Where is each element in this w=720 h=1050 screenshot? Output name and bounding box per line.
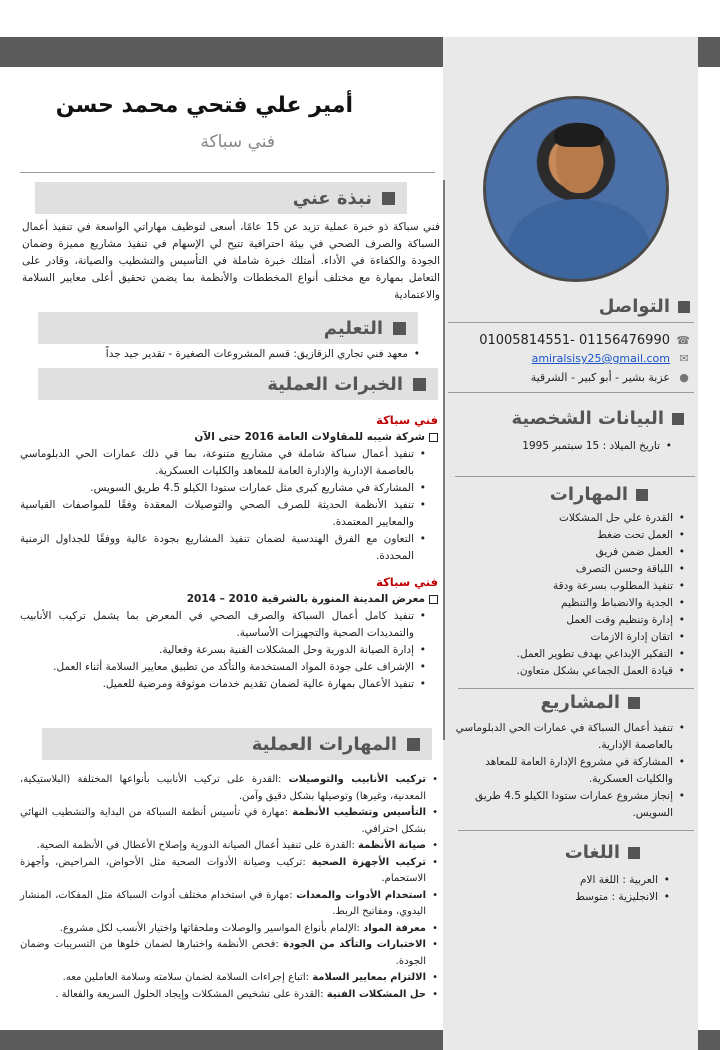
photo-body <box>508 199 650 282</box>
experience-section-header <box>38 368 438 400</box>
job-organization <box>20 429 438 446</box>
job-role: فني سباكة <box>376 575 438 589</box>
practical-skill-item <box>20 937 438 970</box>
practical-skills-title: المهارات العملية <box>251 733 397 755</box>
full-name: أمير علي فتحي محمد حسن <box>55 93 353 118</box>
education-title: التعليم <box>323 317 383 339</box>
skill-desc: :فحص الأنظمة واختبارها لضمان خلوها من التسريبات وضمان الجودة. <box>20 939 426 967</box>
practical-skill-item <box>20 772 438 805</box>
checkbox-icon <box>429 595 438 604</box>
skill-desc: :القدرة على تركيب الأنابيب بأنواعها المختلفة (البلاستيكية، المعدنية، وغيرها) وتوصيلها بشكل دقيق وآمن. <box>20 774 426 802</box>
personal-list <box>472 438 672 455</box>
job-role: فني سباكة <box>376 413 438 427</box>
practical-skill-item <box>20 987 438 1004</box>
skill-desc: :القدرة على تنفيذ أعمال الصيانة الدورية وإصلاح الأعطال في الأنظمة الصحية. <box>36 840 355 851</box>
profile-photo <box>483 96 669 282</box>
languages-list <box>470 872 670 906</box>
job-duty: • تنفيذ الأعمال بمهارة عالية لضمان تقديم خدمات موثوقة ومرضية للعميل. <box>20 676 426 693</box>
experience-job-2 <box>20 574 438 693</box>
job-duty: • المشاركة في مشاريع كبرى مثل عمارات ستودا الكيلو 4.5 طريق السويس. <box>20 480 426 497</box>
skill-item: • قيادة العمل الجماعي بشكل متعاون. <box>455 663 685 680</box>
top-bar-right <box>698 37 720 67</box>
languages-title: اللغات <box>564 842 620 863</box>
language-item: • الانجليزية : متوسط <box>470 889 670 906</box>
contact-email <box>532 352 690 365</box>
practical-skill-item <box>20 855 438 888</box>
skill-desc: :القدرة على تشخيص المشكلات وإيجاد الحلول السريعة والفعالة . <box>55 988 324 1000</box>
skill-desc: :الإلمام بأنواع المواسير والوصلات وملحقاتها واختيار الأنسب لكل مشروع. <box>59 922 360 934</box>
practical-skill-item <box>20 888 438 921</box>
project-item: • تنفيذ أعمال السباكة في عمارات الحي الدبلوماسي بالعاصمة الإدارية. <box>455 720 685 754</box>
skill-key: صيانة الأنظمة <box>358 840 426 851</box>
practical-skill-item <box>20 970 438 987</box>
experience-title: الخبرات العملية <box>267 373 403 395</box>
skill-key: معرفة المواد <box>363 922 426 934</box>
job-title: فني سباكة <box>200 132 275 152</box>
job-organization <box>20 591 438 608</box>
skill-desc: :مهارة في استخدام مختلف أدوات السباكة مثل المفكات، المنشار اليدوي، ومفاتيح الربط. <box>20 889 426 917</box>
phone-number[interactable]: 01005814551- 01156476990 <box>479 333 670 348</box>
skill-desc: :مهارة في تأسيس أنظمة السباكة من البداية والتشطيب النهائي بشكل احترافي. <box>20 807 426 835</box>
contact-title: التواصل <box>598 296 670 317</box>
skill-key: الالتزام بمعايير السلامة <box>312 972 426 983</box>
about-section-header <box>35 182 407 214</box>
skill-item: • اللباقة وحسن التصرف <box>455 561 685 578</box>
contact-phone <box>479 333 690 348</box>
education-section-header <box>38 312 418 344</box>
square-icon <box>393 322 406 335</box>
skill-key: تركيب الأنابيب والتوصيلات <box>288 774 426 785</box>
top-bar <box>0 37 443 67</box>
square-icon <box>672 413 684 425</box>
skill-desc: :تركيب وصيانة الأدوات الصحية مثل الأحواض، المراحيض، وأجهزة الاستحمام. <box>20 856 426 884</box>
header-divider <box>20 172 435 173</box>
contact-divider <box>448 322 694 323</box>
address-text: عزبة بشير - أبو كبير - الشرقية <box>530 371 670 384</box>
project-item: • إنجاز مشروع عمارات ستودا الكيلو 4.5 طريق السويس. <box>455 788 685 822</box>
practical-skill-item <box>20 838 438 855</box>
section-divider <box>458 830 694 831</box>
square-icon <box>407 738 420 751</box>
practical-skills-section-header <box>42 728 432 760</box>
section-divider <box>455 476 695 477</box>
section-divider <box>448 392 694 393</box>
contact-section-header <box>599 296 690 317</box>
square-icon <box>636 489 648 501</box>
job-duties <box>20 608 426 693</box>
square-icon <box>628 847 640 859</box>
personal-section-header <box>512 408 684 429</box>
personal-title: البيانات الشخصية <box>511 408 664 429</box>
job-duty: • تنفيذ الأنظمة الحديثة للصرف الصحي والتوصيلات المعقدة وفقًا للمواصفات القياسية والمعايير المعتمدة. <box>20 497 426 531</box>
bottom-bar-right <box>698 1030 720 1050</box>
photo-hair <box>554 123 604 147</box>
job-duty: • التعاون مع الفرق الهندسية لضمان تنفيذ المشاريع بجودة عالية ووفقًا للجداول الزمنية المحددة. <box>20 531 426 565</box>
job-organization-text: شركة شيبه للمقاولات العامة 2016 حتى الآن <box>194 431 425 443</box>
job-duty: • تنفيذ أعمال سباكة شاملة في مشاريع متنوعة، بما في ذلك عمارات الحي الدبلوماسي بالعاصمة الإدارية والإدارة العامة للمعاهد والكليات العسكرية. <box>20 446 426 480</box>
languages-section-header <box>565 842 640 863</box>
skills-title: المهارات <box>549 484 628 505</box>
project-item: • المشاركة في مشروع الإدارة العامة للمعاهد والكليات العسكرية. <box>455 754 685 788</box>
skill-key: الاختبارات والتأكد من الجودة <box>283 939 426 950</box>
square-icon <box>382 192 395 205</box>
projects-section-header <box>541 692 641 713</box>
language-item: • العربية : اللغة الام <box>470 872 670 889</box>
skill-item: • القدرة علي حل المشكلات <box>455 510 685 527</box>
skill-item: • التفكير الإبداعي بهدف تطوير العمل. <box>455 646 685 663</box>
skill-key: التأسيس وتشطيب الأنظمة <box>292 807 426 818</box>
skill-item: • تنفيذ المطلوب بسرعة ودقة <box>455 578 685 595</box>
email-link[interactable]: amiralsisy25@gmail.com <box>531 352 670 365</box>
job-organization-text: معرض المدينة المنورة بالشرقية 2010 – 2014 <box>186 593 425 605</box>
job-duty: • إدارة الصيانة الدورية وحل المشكلات الفنية بسرعة وفعالية. <box>20 642 426 659</box>
education-list <box>60 346 420 363</box>
mail-icon: ✉ <box>679 352 689 365</box>
about-title: نبذة عني <box>292 187 372 209</box>
skill-key: استخدام الأدوات والمعدات <box>296 889 427 901</box>
job-duties <box>20 446 426 565</box>
skill-item: • الجدية والانضباط والتنظيم <box>455 595 685 612</box>
square-icon <box>413 378 426 391</box>
square-icon <box>628 697 640 709</box>
skill-item: • إدارة وتنظيم وقت العمل <box>455 612 685 629</box>
personal-item: • تاريخ الميلاد : 15 سبتمبر 1995 <box>472 438 672 455</box>
phone-icon: ☎ <box>676 334 690 347</box>
projects-list <box>455 720 685 822</box>
practical-skills-list <box>20 772 438 1003</box>
skills-section-header <box>550 484 648 505</box>
column-divider <box>443 180 445 740</box>
contact-address <box>531 371 690 384</box>
skills-list <box>455 510 685 680</box>
skill-item: • اتقان إدارة الازمات <box>455 629 685 646</box>
skill-key: حل المشكلات الفنية <box>326 988 426 1000</box>
experience-job-1 <box>20 412 438 565</box>
square-icon <box>678 301 690 313</box>
practical-skill-item <box>20 805 438 838</box>
about-text: فني سباكة ذو خبرة عملية تزيد عن 15 عامًا، أسعى لتوظيف مهاراتي الواسعة في تنفيذ أعمال السباكة والصرف الصحي في بيئة احترافية تتيح لي الإسهام في تنفيذ مشاريع مميزة وضمان الجودة والكفاءة في الأداء. أمتلك خبرة شاملة في التأسيس والتشطيب والصيانة، وقادر على التعامل بمهارة مع مختلف أنواع المخططات والأنظمة بما يضمن تحقيق أعلى معايير السلامة والاعتمادية <box>22 221 440 301</box>
education-item: • معهد فني تجاري الزقازيق: قسم المشروعات الصغيرة - تقدير جيد جداً <box>60 346 420 363</box>
section-divider <box>458 688 694 689</box>
skill-key: تركيب الأجهزة الصحية <box>311 856 426 868</box>
skill-item: • العمل تحت ضغط <box>455 527 685 544</box>
bottom-bar <box>0 1030 443 1050</box>
projects-title: المشاريع <box>540 692 620 713</box>
checkbox-icon <box>429 433 438 442</box>
skill-item: • العمل ضمن فريق <box>455 544 685 561</box>
location-pin-icon: ● <box>679 371 689 384</box>
skill-desc: :اتباع إجراءات السلامة لضمان سلامته وسلامة العاملين معه. <box>62 972 310 983</box>
job-duty: • الإشراف على جودة المواد المستخدمة والتأكد من تطبيق معايير السلامة أثناء العمل. <box>20 659 426 676</box>
practical-skill-item <box>20 921 438 938</box>
job-duty: • تنفيذ كامل أعمال السباكة والصرف الصحي في المعرض بما يشمل تركيب الأنابيب والتمديدات الصحية والتجهيزات الأساسية. <box>20 608 426 642</box>
